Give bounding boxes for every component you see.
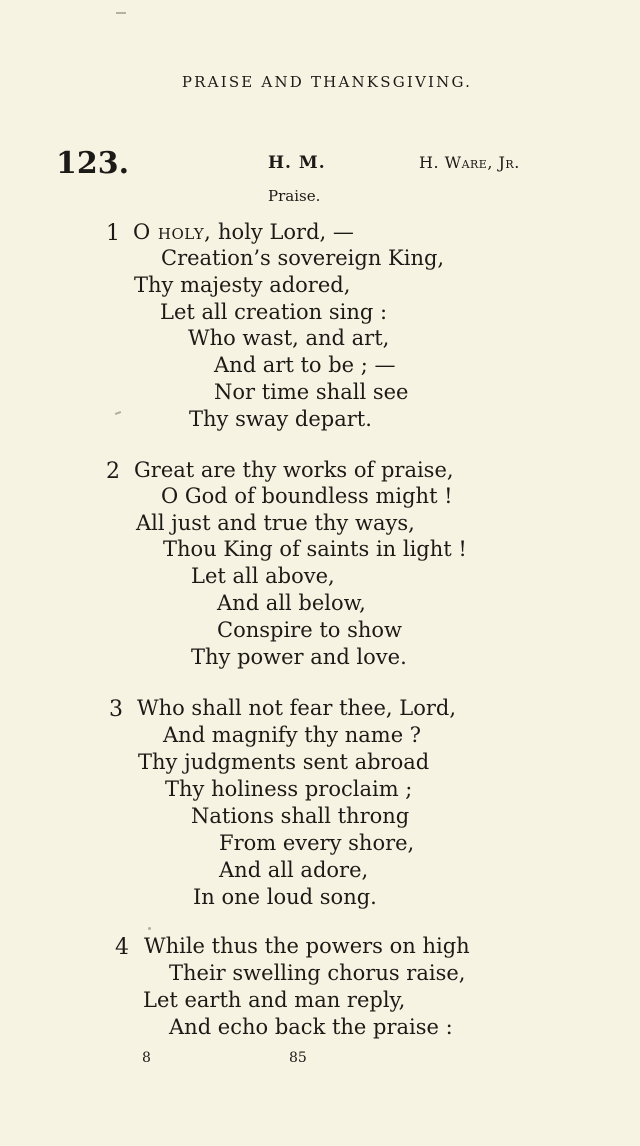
verse-line: Who wast, and art, bbox=[188, 326, 390, 350]
verse-line: Thy sway depart. bbox=[189, 407, 372, 431]
hymn-subtitle: Praise. bbox=[268, 187, 321, 205]
hymn-number: 123. bbox=[56, 146, 130, 181]
verse-number: 1 bbox=[106, 221, 120, 246]
verse-line: Great are thy works of praise, bbox=[134, 458, 454, 482]
verse-line: All just and true thy ways, bbox=[136, 511, 415, 535]
verse-line: Conspire to show bbox=[217, 618, 402, 642]
verse-line: And all below, bbox=[217, 591, 366, 615]
verse-line: Let all above, bbox=[191, 564, 335, 588]
verse-line: And all adore, bbox=[219, 858, 369, 882]
verse-line: Thy power and love. bbox=[191, 645, 407, 669]
hymn-meter: H. M. bbox=[268, 153, 326, 173]
verse-line: And magnify thy name ? bbox=[163, 723, 422, 747]
verse-line bbox=[133, 220, 354, 244]
verse-line: O God of boundless might ! bbox=[161, 484, 453, 508]
verse-line: And echo back the praise : bbox=[169, 1015, 453, 1039]
verse-line: While thus the powers on high bbox=[144, 934, 470, 958]
verse-number: 2 bbox=[106, 459, 120, 484]
verse-line: Nor time shall see bbox=[214, 380, 409, 404]
page-edge-mark bbox=[116, 12, 126, 14]
verse-line-lead: O holy, bbox=[133, 220, 212, 244]
ink-speck bbox=[148, 927, 151, 930]
hymn-author bbox=[419, 153, 520, 172]
verse-number: 3 bbox=[109, 697, 123, 722]
verse-number: 4 bbox=[115, 935, 129, 960]
verse-line: Creation’s sovereign King, bbox=[161, 246, 445, 270]
verse-line: Let all creation sing : bbox=[160, 300, 388, 324]
verse-line: Thy holiness proclaim ; bbox=[165, 777, 413, 801]
verse-line: Let earth and man reply, bbox=[143, 988, 406, 1012]
verse-line: Thy judgments sent abroad bbox=[138, 750, 430, 774]
verse-line: Nations shall throng bbox=[191, 804, 410, 828]
page-number: 85 bbox=[289, 1050, 307, 1066]
verse-line: And art to be ; — bbox=[214, 353, 396, 377]
verse-line: Thou King of saints in light ! bbox=[163, 537, 467, 561]
verse-line: In one loud song. bbox=[193, 885, 377, 909]
verse-line: From every shore, bbox=[219, 831, 415, 855]
verse-line: Thy majesty adored, bbox=[134, 273, 351, 297]
running-head: PRAISE AND THANKSGIVING. bbox=[181, 73, 473, 91]
hymn-author-text: H. Ware, Jr. bbox=[419, 153, 520, 172]
signature-mark: 8 bbox=[142, 1050, 151, 1066]
verse-line-rest: holy Lord, — bbox=[211, 220, 354, 244]
verse-line: Who shall not fear thee, Lord, bbox=[137, 696, 456, 720]
verse-line: Their swelling chorus raise, bbox=[169, 961, 466, 985]
ink-speck bbox=[115, 411, 121, 415]
